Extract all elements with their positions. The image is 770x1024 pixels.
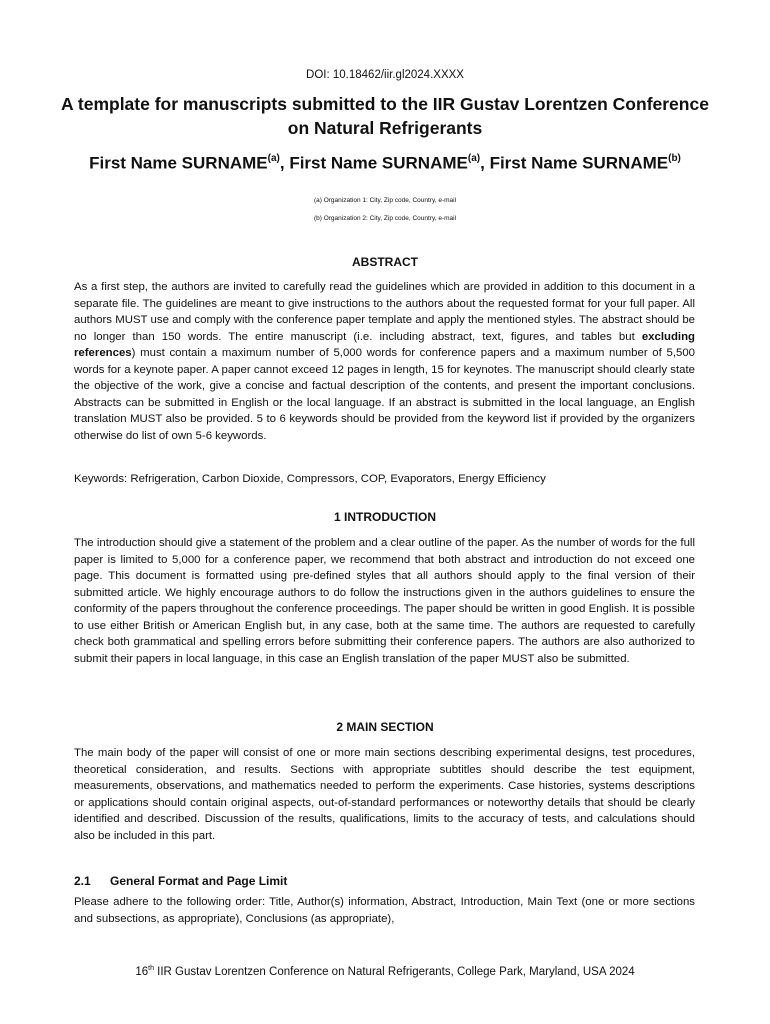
affiliation-b: (b) Organization 2: City, Zip code, Country, e-mail: [313, 215, 457, 222]
author-separator: ,: [480, 153, 490, 173]
abstract-text-bold: excluding references: [74, 330, 695, 359]
author-affil-mark: (b): [668, 153, 681, 164]
abstract-text: [74, 279, 695, 444]
subsection-text: Please adhere to the following order: Title, Author(s) information, Abstract, Introduction, Main Text (one or more sections and subsections, as appropriate), Conclusions (as appropriate),: [74, 896, 695, 925]
author-name: First Name SURNAME: [89, 153, 268, 173]
author-affil-mark: (a): [467, 153, 481, 164]
abstract-text-part: As a first step, the authors are invited to carefully read the guidelines which are provided in addition to this document in a separate file. The guidelines are meant to give instructions to the authors about the requested format for your full paper. All authors MUST use and comply with the conference paper template and apply the mentioned styles. The abstract should be no longer than 150 words. The entire manuscript (i.e. including abstract, text, figures, and tables but: [74, 281, 695, 343]
main-section-text: The main body of the paper will consist of one or more main sections describing experimental designs, test procedures, theoretical consideration, and results. Sections with appropriate subtitles should describe the test equipment, measurements, observations, and mathematics needed to perform the experiments. Case histories, systems descriptions or applications should contain original aspects, out-of-standard performances or noteworthy details that should be clearly identified and described. Discussion of the results, qualifications, limits to the accuracy of tests, and calculations should also be included in this part.: [74, 747, 695, 842]
author-separator: ,: [279, 153, 290, 173]
author-name: First Name SURNAME: [489, 153, 669, 173]
section-heading-introduction: 1 INTRODUCTION: [334, 510, 436, 524]
abstract-heading: ABSTRACT: [352, 255, 418, 269]
footer-ordinal: th: [148, 965, 154, 972]
affiliation-a: (a) Organization 1: City, Zip code, Country, e-mail: [313, 197, 457, 204]
introduction-text: The introduction should give a statement of the problem and a clear outline of the paper. As the number of words for the full paper is limited to 5,000 for a conference paper, we recommend that both abstract and introduction do not exceed one page. This document is formatted using pre-defined styles that all authors should apply to the final version of their submitted article. We highly encourage authors to do follow the instructions given in the authors guidelines to ensure the conformity of the papers throughout the conference proceedings. The paper should be written in good English. It is possible to use either British or American English but, in any case, both at the same time. The authors are requested to carefully check both grammatical and spelling errors before submitting their conference papers. The authors are also authorized to submit their papers in local language, in this case an English translation of the paper MUST also be submitted.: [74, 537, 695, 665]
footer-text: IIR Gustav Lorentzen Conference on Natural Refrigerants, College Park, Maryland, USA 2024: [153, 965, 635, 978]
subsection-title: General Format and Page Limit: [110, 874, 288, 888]
footer-number: 16: [135, 965, 149, 978]
author-name: First Name SURNAME: [289, 153, 468, 173]
footer: [0, 965, 770, 978]
paper-title: A template for manuscripts submitted to the IIR Gustav Lorentzen Conference on Natural Refrigerants: [61, 94, 709, 138]
abstract-text-part: ) must contain a maximum number of 5,000 words for conference papers and a maximum number of 5,500 words for a keynote paper. A paper cannot exceed 12 pages in length, 15 for keynotes. The manuscript should clearly state the objective of the work, give a concise and factual description of the contents, and present the important conclusions. Abstracts can be submitted in English or the local language. If an abstract is submitted in the local language, an English translation MUST also be provided. 5 to 6 keywords should be provided from the keyword list if provided by the organizers otherwise do list of own 5-6 keywords.: [74, 347, 695, 442]
author-list: [60, 148, 710, 176]
section-heading-main: 2 MAIN SECTION: [336, 720, 434, 734]
subsection-heading: [74, 874, 287, 888]
keywords: Keywords: Refrigeration, Carbon Dioxide, Compressors, COP, Evaporators, Energy Efficiency: [74, 473, 546, 485]
doi: DOI: 10.18462/iir.gl2024.XXXX: [306, 69, 464, 81]
subsection-number: 2.1: [74, 874, 91, 888]
author-affil-mark: (a): [267, 153, 280, 164]
